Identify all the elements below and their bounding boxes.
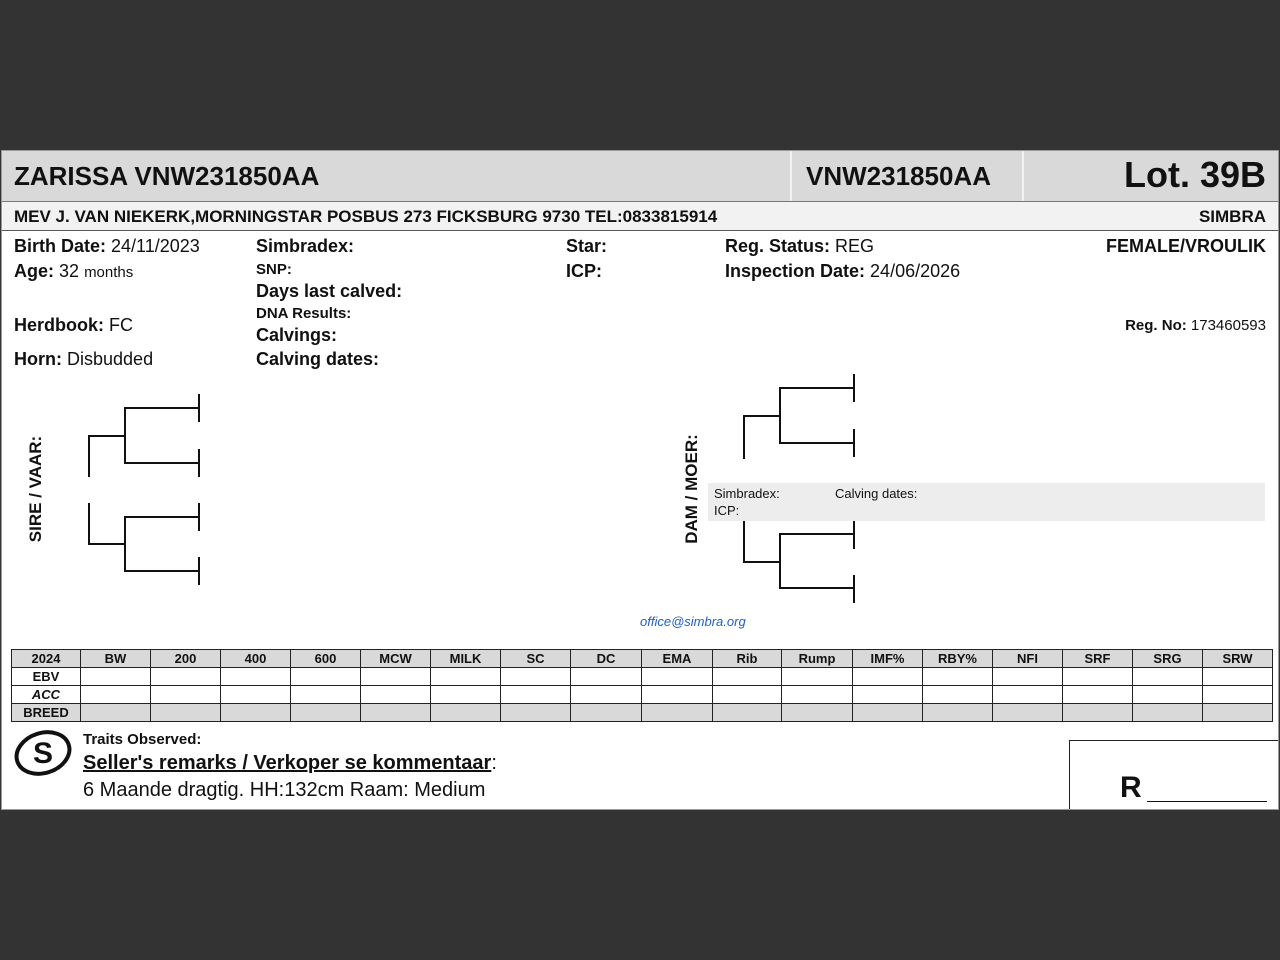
birth-date-row: Birth Date: 24/11/2023 (14, 236, 200, 256)
ebv-header-cell: DC (571, 650, 642, 668)
ebv-header-row (12, 650, 1273, 668)
ebv-header-cell: MILK (431, 650, 501, 668)
lot-number: Lot. 39B (1123, 154, 1266, 195)
herdbook-row: Herdbook: FC (14, 315, 134, 335)
animal-code: VNW231850AA (806, 161, 991, 191)
reg-no-value: 173460593 (1190, 317, 1266, 334)
inspection-date-row: Inspection Date: 24/06/2026 (725, 261, 961, 281)
horn-row: Horn: Disbudded (14, 349, 154, 369)
icp-label: ICP: (566, 261, 602, 281)
dam-simbradex-label: Simbradex: (714, 486, 780, 501)
ebv-header-cell: SRF (1063, 650, 1133, 668)
ebv-header-cell: NFI (993, 650, 1063, 668)
dam-label: DAM / MOER: (682, 434, 701, 544)
dna-results-label: DNA Results: (256, 305, 352, 322)
dam-icp-label: ICP: (714, 503, 740, 518)
email-link[interactable]: office@simbra.org (640, 614, 746, 629)
snp-label: SNP: (256, 261, 292, 278)
ebv-header-cell: 200 (151, 650, 221, 668)
herdbook-value: FC (109, 315, 134, 335)
ebv-header-cell: SC (501, 650, 571, 668)
age-unit: months (84, 264, 134, 281)
dam-info-box (708, 483, 1265, 521)
simbradex-label: Simbradex: (256, 236, 355, 256)
lot-card (1, 150, 1279, 810)
inspection-date-value: 24/06/2026 (870, 261, 961, 281)
ebv-header-cell: BW (81, 650, 151, 668)
simbra-logo-icon (12, 727, 78, 781)
dam-calving-dates-label: Calving dates: (835, 486, 918, 501)
price-currency: R (1120, 771, 1142, 804)
ebv-header-cell: 2024 (12, 650, 81, 668)
days-last-calved-label: Days last calved: (256, 281, 403, 301)
calvings-label: Calvings: (256, 325, 338, 345)
ebv-table (11, 649, 1273, 722)
breed-name: SIMBRA (1198, 207, 1266, 226)
star-label: Star: (566, 236, 608, 256)
reg-no-row: Reg. No: 173460593 (1125, 317, 1266, 334)
ebv-row-label: EBV (12, 668, 81, 686)
breed-row (12, 704, 1273, 722)
ebv-header-cell: SRW (1203, 650, 1273, 668)
breed-row-label: BREED (12, 704, 81, 722)
ebv-header-cell: IMF% (853, 650, 923, 668)
owner-bar (2, 202, 1278, 231)
ebv-header-cell: 600 (291, 650, 361, 668)
svg-text:S: S (32, 737, 54, 770)
seller-remarks-heading: Seller's remarks / Verkoper se kommentaar: (83, 752, 497, 774)
age-value: 32 (59, 261, 80, 281)
ebv-header-cell: 400 (221, 650, 291, 668)
calving-dates-label: Calving dates: (256, 349, 380, 369)
ebv-header-cell: SRG (1133, 650, 1203, 668)
horn-value: Disbudded (67, 349, 154, 369)
reg-status-row: Reg. Status: REG (725, 236, 875, 256)
ebv-header-cell: MCW (361, 650, 431, 668)
owner-address: MEV J. VAN NIEKERK,MORNINGSTAR POSBUS 273 FICKSBURG 9730 TEL:0833815914 (14, 207, 718, 226)
acc-row (12, 686, 1273, 704)
sire-label: SIRE / VAAR: (26, 435, 45, 543)
card-header (2, 151, 1278, 202)
ebv-row (12, 668, 1273, 686)
reg-status-value: REG (835, 236, 875, 256)
birth-date-value: 24/11/2023 (111, 236, 200, 256)
ebv-header-cell: Rib (713, 650, 782, 668)
ebv-header-cell: EMA (642, 650, 713, 668)
seller-remarks-text: 6 Maande dragtig. HH:132cm Raam: Medium (83, 779, 486, 801)
price-input-line[interactable] (1147, 801, 1267, 802)
ebv-header-cell: RBY% (923, 650, 993, 668)
animal-title: ZARISSA VNW231850AA (14, 161, 320, 191)
age-row: Age: 32 months (14, 261, 134, 281)
ebv-header-cell: Rump (782, 650, 853, 668)
acc-row-label: ACC (12, 686, 81, 704)
traits-observed-label: Traits Observed: (83, 731, 202, 748)
price-box (1069, 740, 1279, 810)
sex-label: FEMALE/VROULIK (1106, 236, 1266, 256)
